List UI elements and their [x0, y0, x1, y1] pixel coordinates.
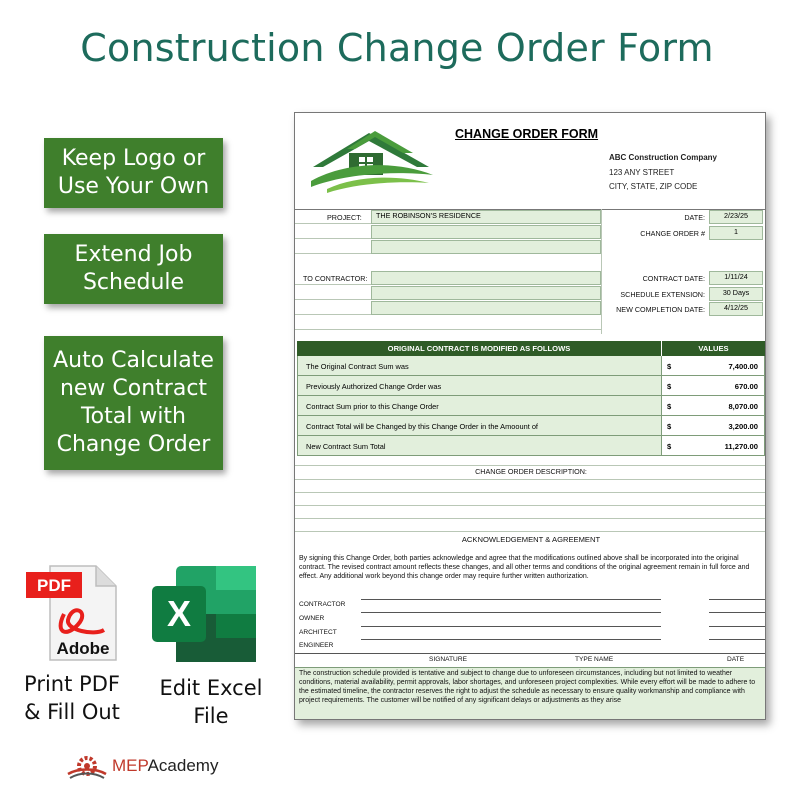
house-logo-icon: [307, 127, 435, 193]
to-contractor-field-line3[interactable]: [371, 301, 601, 315]
project-field-line2[interactable]: [371, 225, 601, 239]
table-row-label: New Contract Sum Total: [297, 436, 661, 456]
table-row-value[interactable]: [661, 416, 765, 436]
change-order-number-field[interactable]: 1: [709, 226, 763, 240]
type-name-column-header: TYPE NAME: [575, 656, 614, 663]
table-header-modified: ORIGINAL CONTRACT IS MODIFIED AS FOLLOWS: [297, 341, 661, 356]
value-amount: 7,400.00: [728, 362, 758, 371]
signer-label: ARCHITECT: [299, 629, 337, 636]
signer-label: ENGINEER: [299, 642, 334, 649]
excel-label-line: Edit Excel: [159, 676, 263, 700]
date-line[interactable]: [709, 612, 765, 613]
acknowledgement-title: ACKNOWLEDGEMENT & AGREEMENT: [461, 535, 601, 544]
description-label: CHANGE ORDER DESCRIPTION:: [475, 467, 587, 476]
to-contractor-field[interactable]: [371, 271, 601, 285]
feature-line: Schedule: [82, 270, 185, 295]
change-order-number-label: CHANGE ORDER #: [640, 229, 705, 238]
new-completion-date-field[interactable]: 4/12/25: [709, 302, 763, 316]
description-line[interactable]: [295, 480, 766, 493]
table-row-value[interactable]: [661, 356, 765, 376]
acknowledgement-text: By signing this Change Order, both parties acknowledge and agree that the modifications outlined above shall be incorporated into the original contract. The revised contract amount reflects these changes, and all other terms and conditions of the original agreement remain in full force and effect. Any additional work beyond this change order may require further written authorization.: [299, 555, 750, 580]
company-street: 123 ANY STREET: [609, 168, 675, 177]
project-field-line3[interactable]: [371, 240, 601, 254]
new-completion-date-label: NEW COMPLETION DATE:: [616, 305, 705, 314]
to-contractor-field-line2[interactable]: [371, 286, 601, 300]
signature-line[interactable]: [361, 626, 661, 627]
table-row-label: Previously Authorized Change Order was: [297, 376, 661, 396]
currency-symbol: $: [667, 362, 672, 371]
excel-label-line: File: [193, 704, 229, 728]
feature-line: Use Your Own: [57, 174, 210, 199]
excel-label: [146, 674, 276, 730]
pdf-label-line: Print PDF: [24, 672, 120, 696]
date-line[interactable]: [709, 599, 765, 600]
value-amount: 11,270.00: [724, 442, 758, 451]
company-city: CITY, STATE, ZIP CODE: [609, 182, 698, 191]
signature-line[interactable]: [361, 639, 661, 640]
brand-mep: MEP: [112, 756, 148, 775]
currency-symbol: $: [667, 422, 672, 431]
signature-line[interactable]: [361, 599, 661, 600]
project-label: PROJECT:: [327, 213, 362, 222]
table-row-label: Contract Total will be Changed by this Change Order in the Amoount of: [297, 416, 661, 436]
pdf-label: [12, 670, 132, 726]
table-row-value[interactable]: [661, 396, 765, 416]
currency-symbol: $: [667, 402, 672, 411]
to-contractor-label: TO CONTRACTOR:: [303, 274, 368, 283]
description-line[interactable]: [295, 493, 766, 506]
feature-line: new Contract: [59, 376, 208, 401]
page-title: Construction Change Order Form: [80, 26, 714, 70]
feature-badge-logo: [44, 138, 223, 208]
feature-line: Keep Logo or: [61, 146, 206, 171]
feature-badge-auto-calculate: [44, 336, 223, 470]
excel-glyph: X: [166, 593, 192, 634]
date-column-header: DATE: [727, 656, 745, 663]
contract-date-field[interactable]: 1/11/24: [709, 271, 763, 285]
date-line[interactable]: [709, 639, 765, 640]
schedule-extension-field[interactable]: 30 Days: [709, 287, 763, 301]
table-header-values: VALUES: [661, 341, 765, 356]
pdf-file-icon: [24, 564, 120, 662]
value-amount: 3,200.00: [728, 422, 758, 431]
feature-line: Extend Job: [74, 242, 193, 267]
date-line[interactable]: [709, 626, 765, 627]
brand-logo: [66, 752, 218, 780]
signature-line[interactable]: [361, 612, 661, 613]
value-amount: 670.00: [734, 382, 758, 391]
company-name: ABC Construction Company: [609, 153, 717, 162]
signer-label: CONTRACTOR: [299, 601, 346, 608]
pdf-label-line: & Fill Out: [24, 700, 120, 724]
date-field[interactable]: 2/23/25: [709, 210, 763, 224]
feature-line: Change Order: [56, 432, 211, 457]
adobe-text: Adobe: [56, 639, 110, 658]
signature-column-header: SIGNATURE: [429, 656, 467, 663]
table-row-value[interactable]: [661, 376, 765, 396]
contract-date-label: CONTRACT DATE:: [642, 274, 705, 283]
currency-symbol: $: [667, 382, 672, 391]
schedule-extension-label: SCHEDULE EXTENSION:: [620, 290, 705, 299]
project-field[interactable]: THE ROBINSON'S RESIDENCE: [371, 210, 601, 224]
brand-academy: Academy: [147, 756, 219, 775]
change-order-form-sheet: [294, 112, 766, 720]
table-row-value[interactable]: [661, 436, 765, 456]
currency-symbol: $: [667, 442, 672, 451]
feature-badge-schedule: [44, 234, 223, 304]
value-amount: 8,070.00: [728, 402, 758, 411]
form-title: CHANGE ORDER FORM: [455, 127, 599, 141]
date-label: DATE:: [684, 213, 705, 222]
description-line[interactable]: [295, 506, 766, 519]
pdf-badge-text: PDF: [37, 576, 71, 595]
feature-line: Auto Calculate: [53, 348, 214, 373]
table-row-label: Contract Sum prior to this Change Order: [297, 396, 661, 416]
feature-line: Total with: [80, 404, 187, 429]
excel-icon: [152, 566, 256, 662]
table-row-label: The Original Contract Sum was: [297, 356, 661, 376]
description-line[interactable]: [295, 519, 766, 532]
gear-logo-icon: [66, 752, 108, 780]
schedule-disclaimer: The construction schedule provided is tentative and subject to change due to unforeseen circumstances, including but not limited to weather conditions, material availability, permit approvals, labor shortages, and unforeseen project complexities. While every effort will be made to adhere to the estimated timeline, the contractor reserves the right to adjust the schedule as necessary to ensure quality workmanship and compliance with project requirements. The customer will be notified of any significant delays or adjustments as they arise: [299, 670, 756, 704]
signer-label: OWNER: [299, 615, 325, 622]
